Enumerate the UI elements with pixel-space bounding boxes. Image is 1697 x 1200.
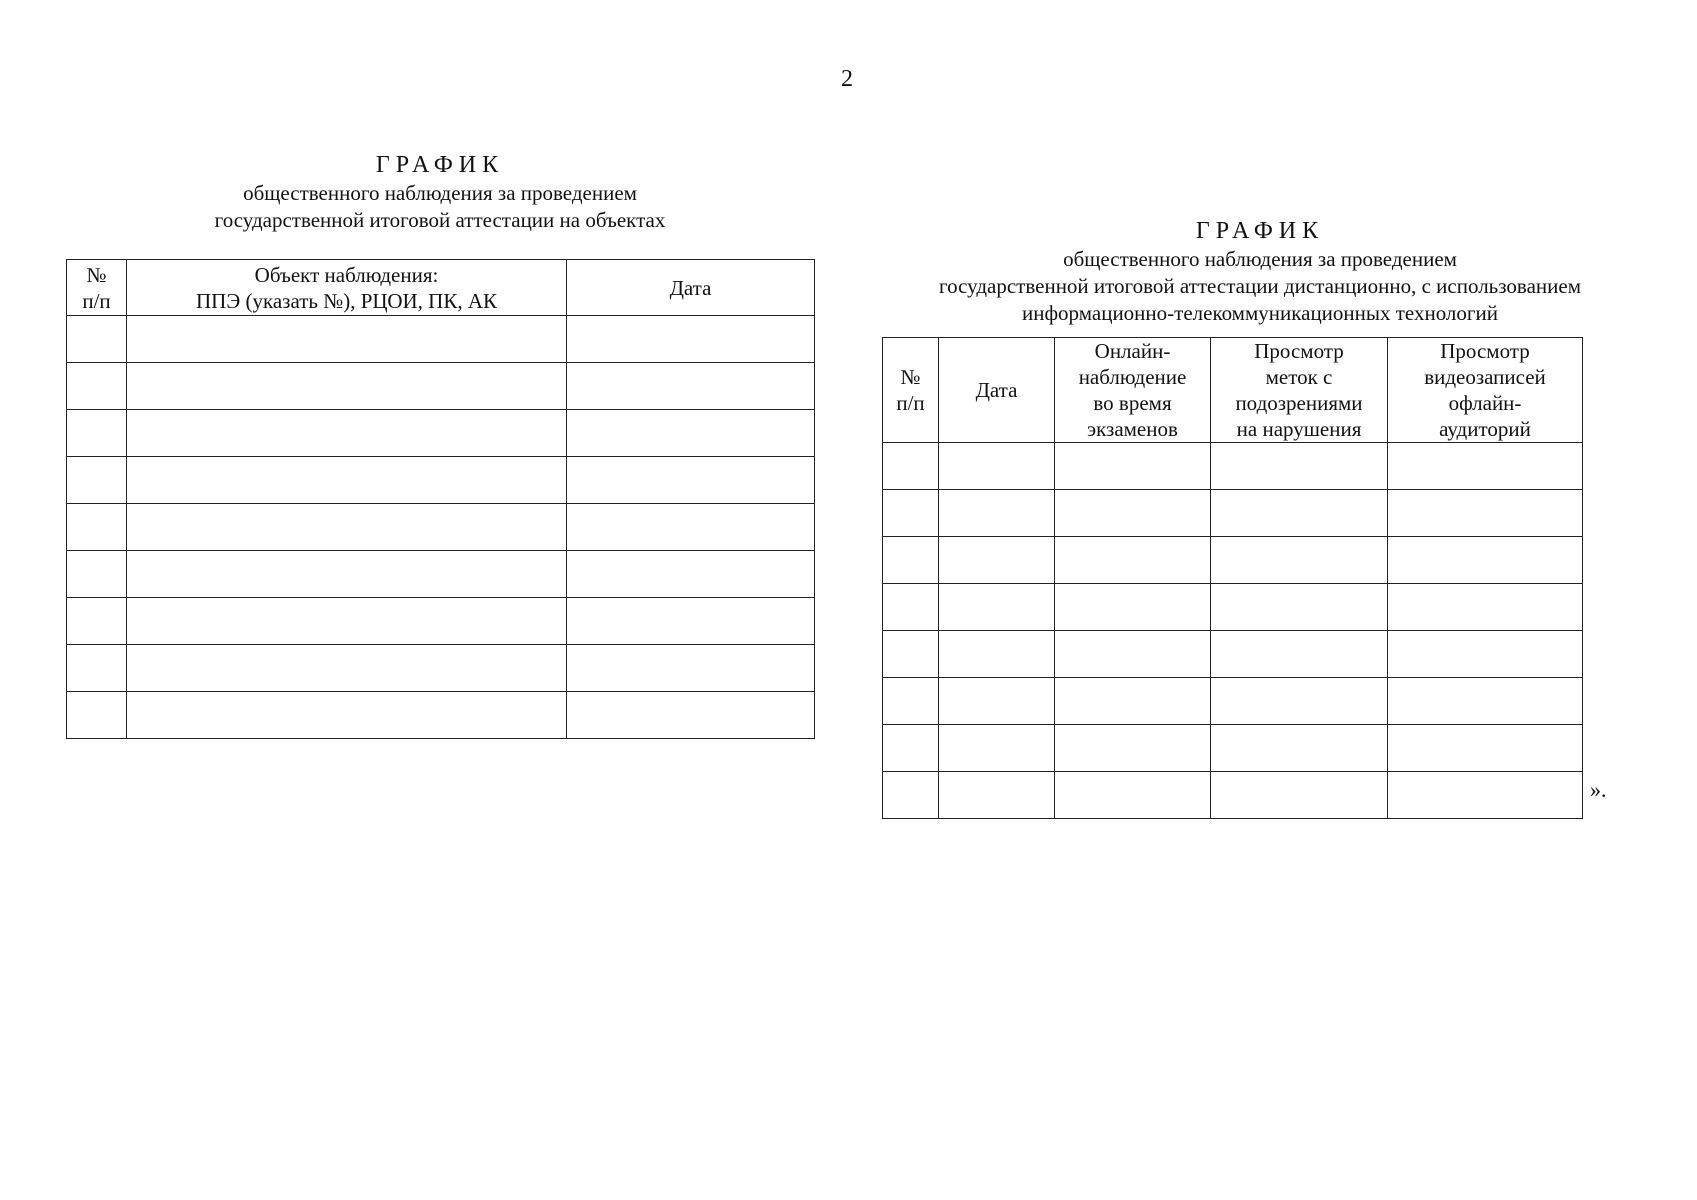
right-table-row [883,490,1583,537]
right-table-cell [1388,631,1583,678]
right-table-row [883,725,1583,772]
left-header-object [127,260,567,316]
right-table-row [883,772,1583,819]
left-table-cell [567,457,815,504]
right-table-cell [1211,631,1388,678]
right-header-video-line4: аудиторий [1439,417,1531,441]
closing-quote-mark: ». [1590,777,1607,802]
left-table-row [67,598,815,645]
right-schedule-title: ГРАФИК [1195,218,1325,244]
right-header-video-line1: Просмотр [1440,339,1530,363]
right-table-cell [1055,537,1211,584]
left-table-cell [127,316,567,363]
right-table-cell [1055,725,1211,772]
left-header-number-line1: № [86,262,107,287]
right-schedule-subtitle-line1: общественного наблюдения за проведением [1063,247,1457,271]
left-schedule-title: ГРАФИК [375,152,505,178]
left-table-body [67,316,815,739]
right-table-cell [939,537,1055,584]
right-table-cell [939,490,1055,537]
left-table-cell [567,692,815,739]
left-header-number-line2: п/п [82,288,111,313]
right-header-online [1055,338,1211,443]
right-table-cell [1211,725,1388,772]
right-header-online-line4: экзаменов [1087,417,1178,441]
left-table-cell [127,645,567,692]
right-table-cell [939,584,1055,631]
right-table-cell [939,678,1055,725]
right-table-cell [939,631,1055,678]
right-header-video [1388,338,1583,443]
right-table-cell [1055,443,1211,490]
left-table-cell [67,363,127,410]
left-table-row [67,316,815,363]
right-header-number-line1: № [900,365,921,389]
right-schedule-table [882,337,1583,819]
right-table-cell [1388,537,1583,584]
right-table-body [883,443,1583,819]
left-table-row [67,457,815,504]
right-table-cell [1211,678,1388,725]
left-table-row [67,410,815,457]
left-table-cell [67,410,127,457]
right-table-cell [1055,678,1211,725]
right-header-number-line2: п/п [896,391,925,415]
left-schedule-subtitle-line1: общественного наблюдения за проведением [243,181,637,205]
right-table-cell [1211,490,1388,537]
left-table-row [67,363,815,410]
right-table-row [883,443,1583,490]
right-table-cell [1388,584,1583,631]
right-header-video-line2: видеозаписей [1424,365,1546,389]
right-schedule-subtitle-line3: информационно-телекоммуникационных технологий [1021,301,1499,325]
left-table-row [67,645,815,692]
right-table-cell [939,443,1055,490]
left-table-cell [67,692,127,739]
left-table-row [67,504,815,551]
right-table-cell [1211,537,1388,584]
right-header-marks-line1: Просмотр [1254,339,1344,363]
left-table-cell [127,551,567,598]
page-number: 2 [841,66,853,92]
left-table-cell [67,598,127,645]
right-table-cell [1211,584,1388,631]
right-table-cell [1211,443,1388,490]
left-table-row [67,692,815,739]
left-table-cell [567,645,815,692]
left-table-cell [67,457,127,504]
right-table-cell [883,490,939,537]
left-schedule-table [66,259,815,739]
right-header-number [883,338,939,443]
right-table-cell [883,537,939,584]
right-table-cell [1055,584,1211,631]
right-table-cell [883,631,939,678]
right-header-marks-line2: меток с [1265,365,1333,389]
left-table-cell [567,410,815,457]
right-table-cell [1388,678,1583,725]
right-header-date: Дата [939,338,1055,443]
right-header-marks [1211,338,1388,443]
right-table-cell [939,772,1055,819]
right-table-cell [1388,443,1583,490]
right-table-cell [883,443,939,490]
right-table-row [883,584,1583,631]
right-table-cell [883,678,939,725]
left-table-cell [67,551,127,598]
right-table-cell [939,725,1055,772]
right-table-cell [883,725,939,772]
right-schedule-heading [860,216,1660,327]
right-header-online-line3: во время [1093,391,1172,415]
right-schedule-subtitle-line2: государственной итоговой аттестации дистанционно, с использованием [939,274,1581,298]
right-header-online-line1: Онлайн- [1094,339,1171,363]
left-schedule-subtitle-line2: государственной итоговой аттестации на объектах [214,208,666,232]
left-schedule-heading [70,150,810,234]
left-header-date: Дата [567,260,815,316]
left-table-cell [567,363,815,410]
right-table-row [883,678,1583,725]
left-table-cell [567,598,815,645]
right-header-marks-line3: подозрениями [1235,391,1363,415]
left-table-cell [67,645,127,692]
left-table-cell [127,692,567,739]
right-header-marks-line4: на нарушения [1236,417,1362,441]
right-table-cell [1055,772,1211,819]
right-table-cell [1055,490,1211,537]
left-header-number [67,260,127,316]
right-header-video-line3: офлайн- [1448,391,1522,415]
left-table-header-row [67,260,815,316]
left-table-cell [567,551,815,598]
left-table-cell [67,504,127,551]
right-table-cell [1211,772,1388,819]
left-table-cell [127,457,567,504]
right-table-row [883,631,1583,678]
right-header-online-line2: наблюдение [1078,365,1187,389]
left-header-object-line1: Объект наблюдения: [254,262,439,287]
left-header-object-line2: ППЭ (указать №), РЦОИ, ПК, АК [196,288,497,313]
left-table-cell [127,410,567,457]
left-table-cell [127,504,567,551]
right-table-cell [1388,772,1583,819]
right-table-cell [1388,490,1583,537]
left-table-cell [567,504,815,551]
right-table-cell [1388,725,1583,772]
right-table-cell [1055,631,1211,678]
left-table-row [67,551,815,598]
right-table-cell [883,772,939,819]
right-table-cell [883,584,939,631]
left-table-cell [567,316,815,363]
left-table-cell [67,316,127,363]
right-table-header-row [883,338,1583,443]
right-table-row [883,537,1583,584]
left-table-cell [127,598,567,645]
left-table-cell [127,363,567,410]
